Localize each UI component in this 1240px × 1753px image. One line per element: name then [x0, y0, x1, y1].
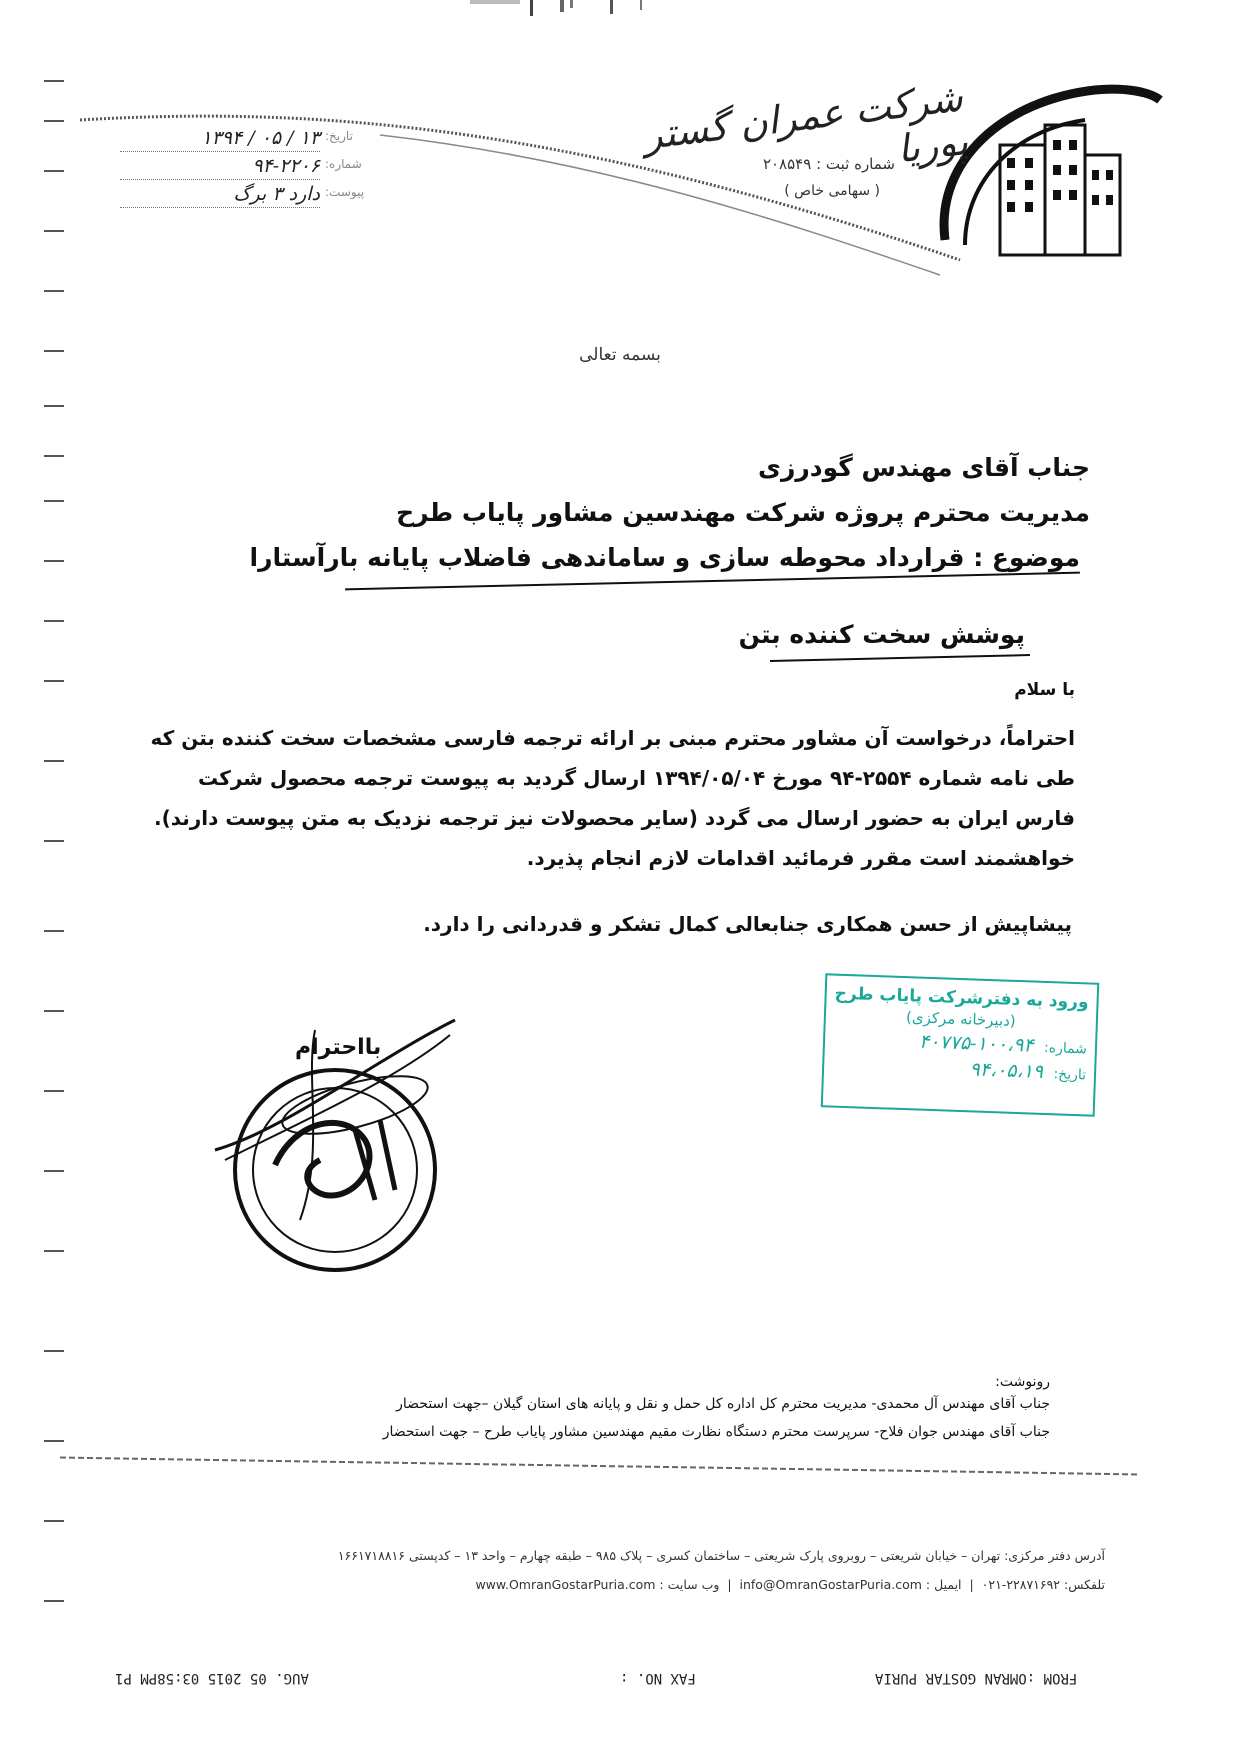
subject-underline [345, 572, 1080, 591]
addressee-name: جناب آقای مهندس گودرزی [758, 453, 1090, 482]
subject-continuation-underline [770, 654, 1030, 662]
company-type: ( سهامی خاص ) [784, 183, 880, 199]
fax-header-date: AUG. 05 2015 03:58PM P1 [115, 1670, 309, 1686]
footer-website-label: وب سایت : [659, 1577, 720, 1592]
letter-meta-block [120, 125, 400, 209]
meta-date-row [120, 125, 400, 153]
fax-header-number: FAX NO. : [620, 1670, 696, 1686]
registration-number: ۲۰۸۵۴۹ [762, 155, 812, 173]
cc-title: رونوشت: [995, 1374, 1050, 1390]
footer-contact-line: تلفکس: ۲۲۸۷۱۶۹۲-۰۲۱ | ایمیل : info@OmranGostarPuria.com | وب سایت : www.OmranGostarPuria.com [475, 1577, 1105, 1592]
closing-regards: بااحترام [295, 1035, 382, 1060]
subject-continuation: پوشش سخت کننده بتن [738, 620, 1025, 649]
meta-number-row [120, 153, 400, 181]
receipt-stamp [821, 973, 1100, 1116]
thanks-line: پیشاپیش از حسن همکاری جنابعالی کمال تشکر و قدردانی را دارد. [423, 912, 1072, 936]
cc-line: جناب آقای مهندس آل محمدی- مدیریت محترم کل اداره کل حمل و نقل و پایانه های استان گیلان –جهت استحضار [396, 1396, 1050, 1412]
receipt-number-label: شماره: [1043, 1039, 1088, 1058]
margin-tick-marks [44, 60, 74, 1660]
receipt-stamp-date-row [824, 1053, 1095, 1084]
fax-noise-graphic [470, 0, 680, 22]
fax-header-sender: FROM :OMRAN GOSTAR PURIA [875, 1670, 1078, 1686]
bismillah-heading: بسمه تعالی [579, 345, 661, 365]
company-name: شرکت عمران گستر پوریا [641, 75, 971, 172]
addressee-title: مدیریت محترم پروژه شرکت مهندسین مشاور پایاب طرح [396, 498, 1090, 527]
footer-divider [60, 1457, 1140, 1476]
body-paragraph [150, 718, 1075, 878]
salutation: با سلام [1014, 680, 1075, 700]
meta-attachment-row [120, 181, 400, 209]
subject-line: موضوع : قرارداد محوطه سازی و ساماندهی فاضلاب پایانه بارآستارا [249, 543, 1080, 572]
paragraph-line: فارس ایران به حضور ارسال می گردد (سایر محصولات نیز ترجمه نزدیک به متن پیوست دارند). [153, 806, 1075, 830]
footer-email: info@OmranGostarPuria.com [739, 1577, 922, 1592]
meta-number-value: ۹۴-۲۲۰۶ [120, 153, 320, 180]
receipt-stamp-title: ورود به دفترشرکت پایاب طرح [834, 983, 1089, 1013]
meta-date-value: ۱۳۹۴ / ۰۵ / ۱۳ [120, 125, 320, 152]
meta-number-label: شماره: [325, 157, 362, 171]
footer-phone: تلفکس: ۲۲۸۷۱۶۹۲-۰۲۱ [981, 1577, 1105, 1592]
meta-attachment-value: دارد ۳ برگ [120, 181, 320, 208]
paragraph-line: احتراماً، درخواست آن مشاور محترم مبنی بر ارائه ترجمه فارسی مشخصات سخت کننده بتن که [150, 726, 1075, 750]
receipt-number-value: ۱۰۰،۹۴-۴۰۷۷۵ [918, 1030, 1035, 1057]
receipt-date-value: ۹۴،۰۵،۱۹ [969, 1058, 1044, 1083]
receipt-stamp-subtitle: (دبیرخانه مرکزی) [905, 1008, 1017, 1030]
footer-email-label: ایمیل : [925, 1577, 962, 1592]
footer-address: آدرس دفتر مرکزی: تهران – خیابان شریعتی – روبروی پارک شریعتی – ساختمان کسری – پلاک ۹۸۵ – طبقه چهارم – واحد ۱۳ – کدپستی ۱۶۶۱۷۱۸۸۱۶ [337, 1548, 1105, 1563]
meta-attachment-label: پیوست: [325, 185, 365, 199]
receipt-date-label: تاریخ: [1053, 1066, 1087, 1084]
meta-date-label: تاریخ: [325, 129, 353, 143]
footer-website: www.OmranGostarPuria.com [475, 1577, 656, 1592]
paragraph-line: خواهشمند است مقرر فرمائید اقدامات لازم انجام پذیرد. [526, 846, 1075, 870]
paragraph-line: طی نامه شماره ۲۵۵۴-۹۴ مورخ ۱۳۹۴/۰۵/۰۴ ارسال گردید به پیوست ترجمه محصول شرکت [198, 766, 1075, 790]
registration-line [763, 155, 895, 173]
cc-line: جناب آقای مهندس جوان فلاح- سرپرست محترم دستگاه نظارت مقیم مهندسین مشاور پایاب طرح – جهت استحضار [382, 1424, 1050, 1440]
registration-label: شماره ثبت : [816, 155, 895, 173]
